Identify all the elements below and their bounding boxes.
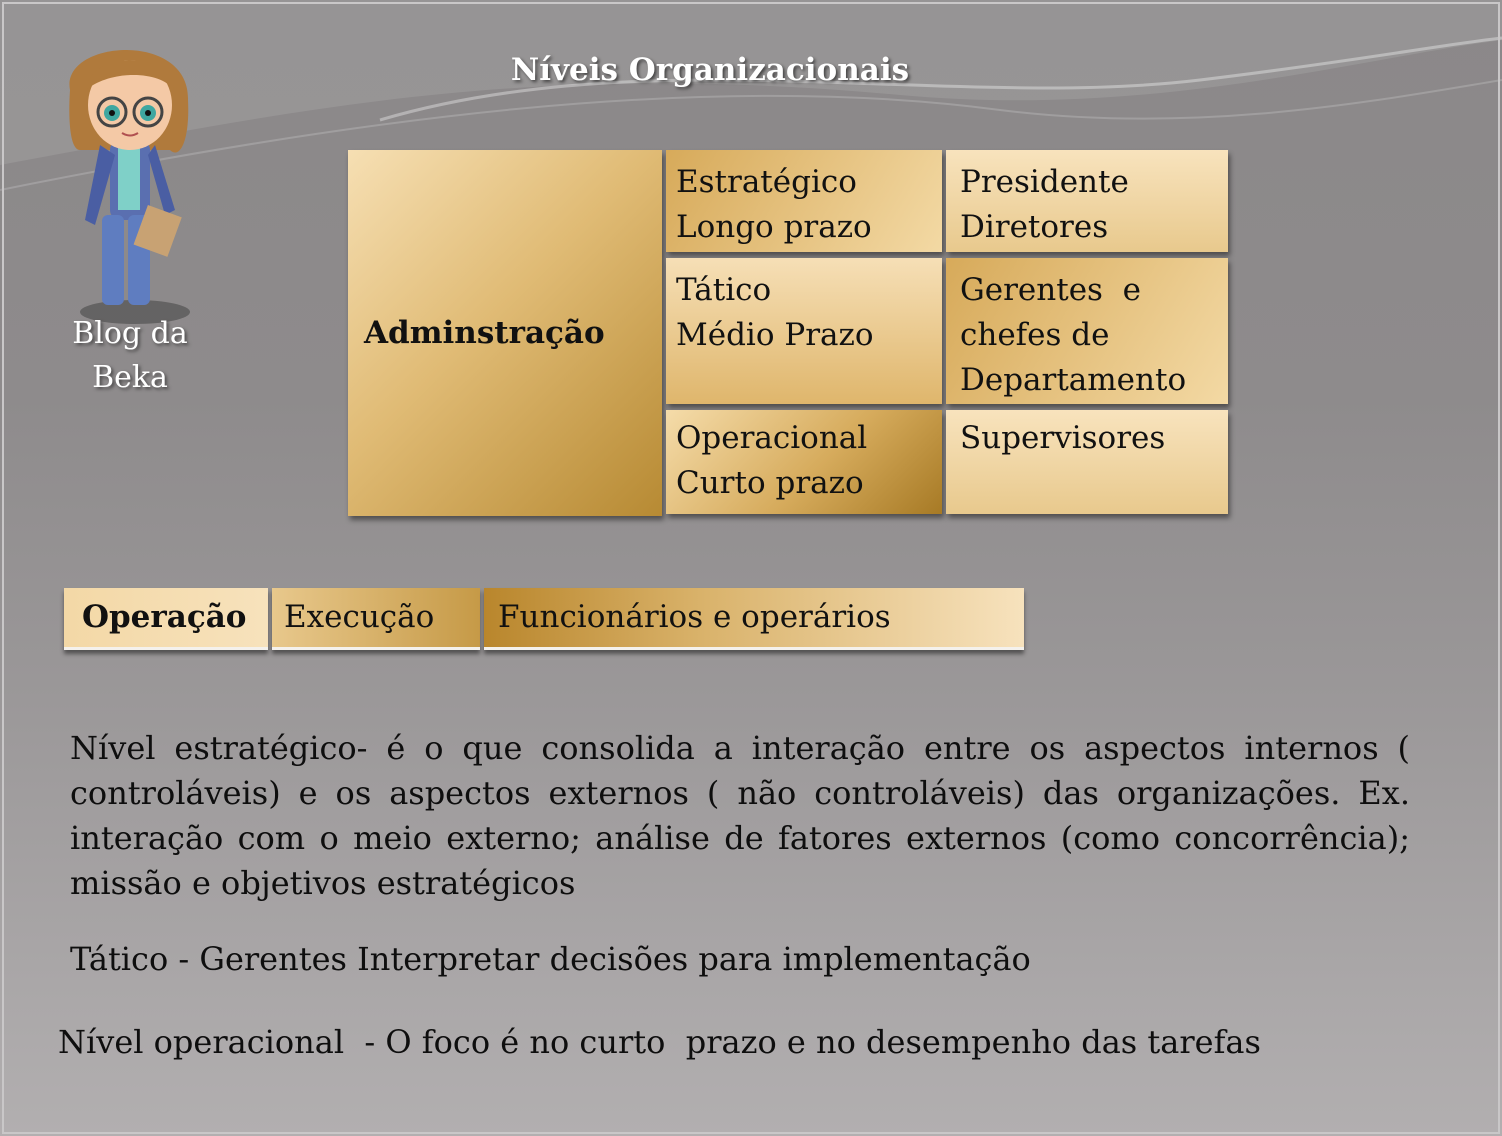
role-line: Gerentes e	[960, 272, 1142, 308]
tactical-level-cell	[666, 258, 942, 404]
role-line: Presidente	[960, 164, 1129, 200]
blog-label-line2: Beka	[92, 360, 168, 395]
page-title: Níveis Organizacionais	[510, 52, 910, 88]
tactical-roles-cell	[946, 258, 1228, 404]
level-term: Médio Prazo	[676, 317, 874, 353]
role-line: Supervisores	[960, 420, 1166, 456]
level-name: Operacional	[676, 420, 868, 456]
role-line: Diretores	[960, 209, 1109, 245]
operation-roles: Funcionários e operários	[484, 588, 1024, 650]
role-line: chefes de	[960, 317, 1110, 353]
tactical-paragraph: Tático - Gerentes Interpretar decisões para implementação	[70, 940, 1031, 978]
avatar-illustration	[40, 30, 220, 330]
strategic-roles-cell	[946, 150, 1228, 252]
strategic-level-cell	[666, 150, 942, 252]
blog-label	[40, 312, 220, 400]
level-name: Tático	[676, 272, 772, 308]
admin-label: Adminstração	[364, 314, 605, 351]
operation-action: Execução	[272, 588, 480, 650]
operational-paragraph: Nível operacional - O foco é no curto prazo e no desempenho das tarefas	[58, 1023, 1261, 1061]
strategic-paragraph: Nível estratégico- é o que consolida a interação entre os aspectos internos ( controláveis) e os aspectos externos ( não controláveis) das organizações. Ex. interação com o meio externo; análise de fatores externos (como concorrência); missão e objetivos estratégicos	[70, 729, 1410, 902]
admin-cell	[348, 150, 662, 516]
operational-roles-cell	[946, 410, 1228, 514]
role-line: Departamento	[960, 362, 1187, 398]
level-name: Estratégico	[676, 164, 857, 200]
level-term: Longo prazo	[676, 209, 872, 245]
blog-label-line1: Blog da	[72, 316, 188, 351]
operational-level-cell	[666, 410, 942, 514]
level-term: Curto prazo	[676, 465, 864, 501]
operation-label: Operação	[64, 588, 268, 650]
